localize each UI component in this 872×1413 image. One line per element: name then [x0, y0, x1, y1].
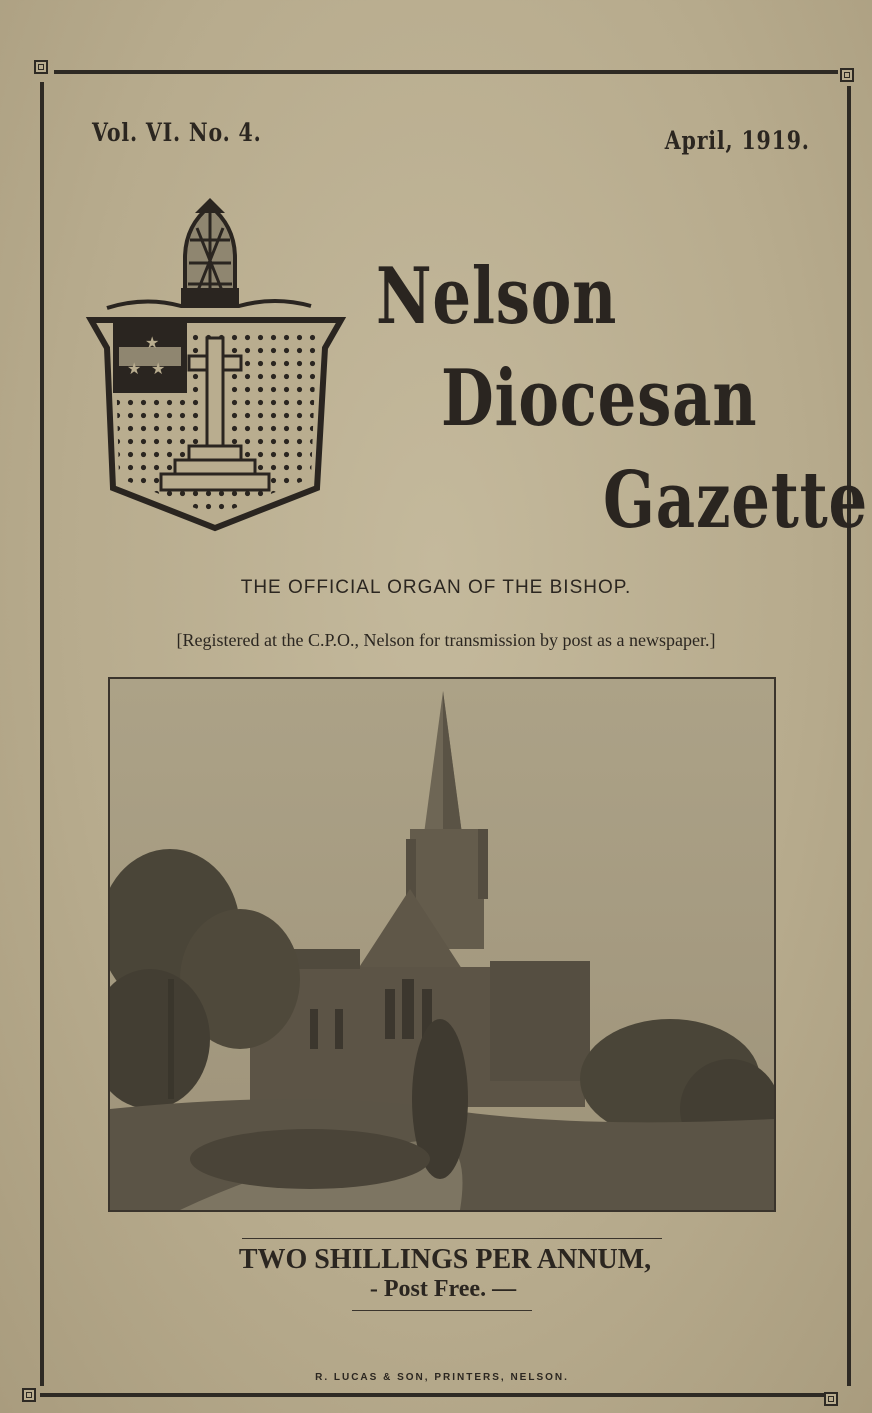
title-line-1: Nelson: [376, 251, 618, 342]
subscription-price: TWO SHILLINGS PER ANNUM,: [238, 1244, 652, 1275]
cathedral-photograph: [108, 677, 776, 1212]
issue-date: April, 1919.: [665, 126, 810, 155]
price-rule-bottom: [352, 1310, 532, 1311]
subtitle: THE OFFICIAL ORGAN OF THE BISHOP.: [240, 577, 632, 598]
corner-ornament-br: [824, 1392, 838, 1406]
volume-number: Vol. VI. No. 4.: [92, 118, 262, 147]
title-line-3: Gazette: [603, 455, 869, 546]
corner-ornament-tl: [34, 60, 48, 74]
svg-text:★: ★: [127, 359, 142, 378]
title-line-2: Diocesan: [441, 353, 758, 444]
postage-note: - Post Free. —: [369, 1276, 517, 1302]
printer-credit: R. LUCAS & SON, PRINTERS, NELSON.: [315, 1372, 569, 1383]
corner-ornament-tr: [840, 68, 854, 82]
price-rule-top: [242, 1238, 662, 1239]
registration-notice: [Registered at the C.P.O., Nelson for transmission by post as a newspaper.]: [176, 630, 716, 650]
frame-left: [40, 82, 44, 1386]
cathedral-illustration: [110, 679, 774, 1210]
corner-ornament-bl: [22, 1388, 36, 1402]
diocesan-crest-icon: [85, 188, 347, 533]
frame-top: [54, 70, 838, 74]
svg-text:★: ★: [151, 359, 166, 378]
frame-bottom: [40, 1393, 826, 1397]
frame-right: [847, 86, 851, 1386]
svg-text:★: ★: [145, 333, 160, 352]
